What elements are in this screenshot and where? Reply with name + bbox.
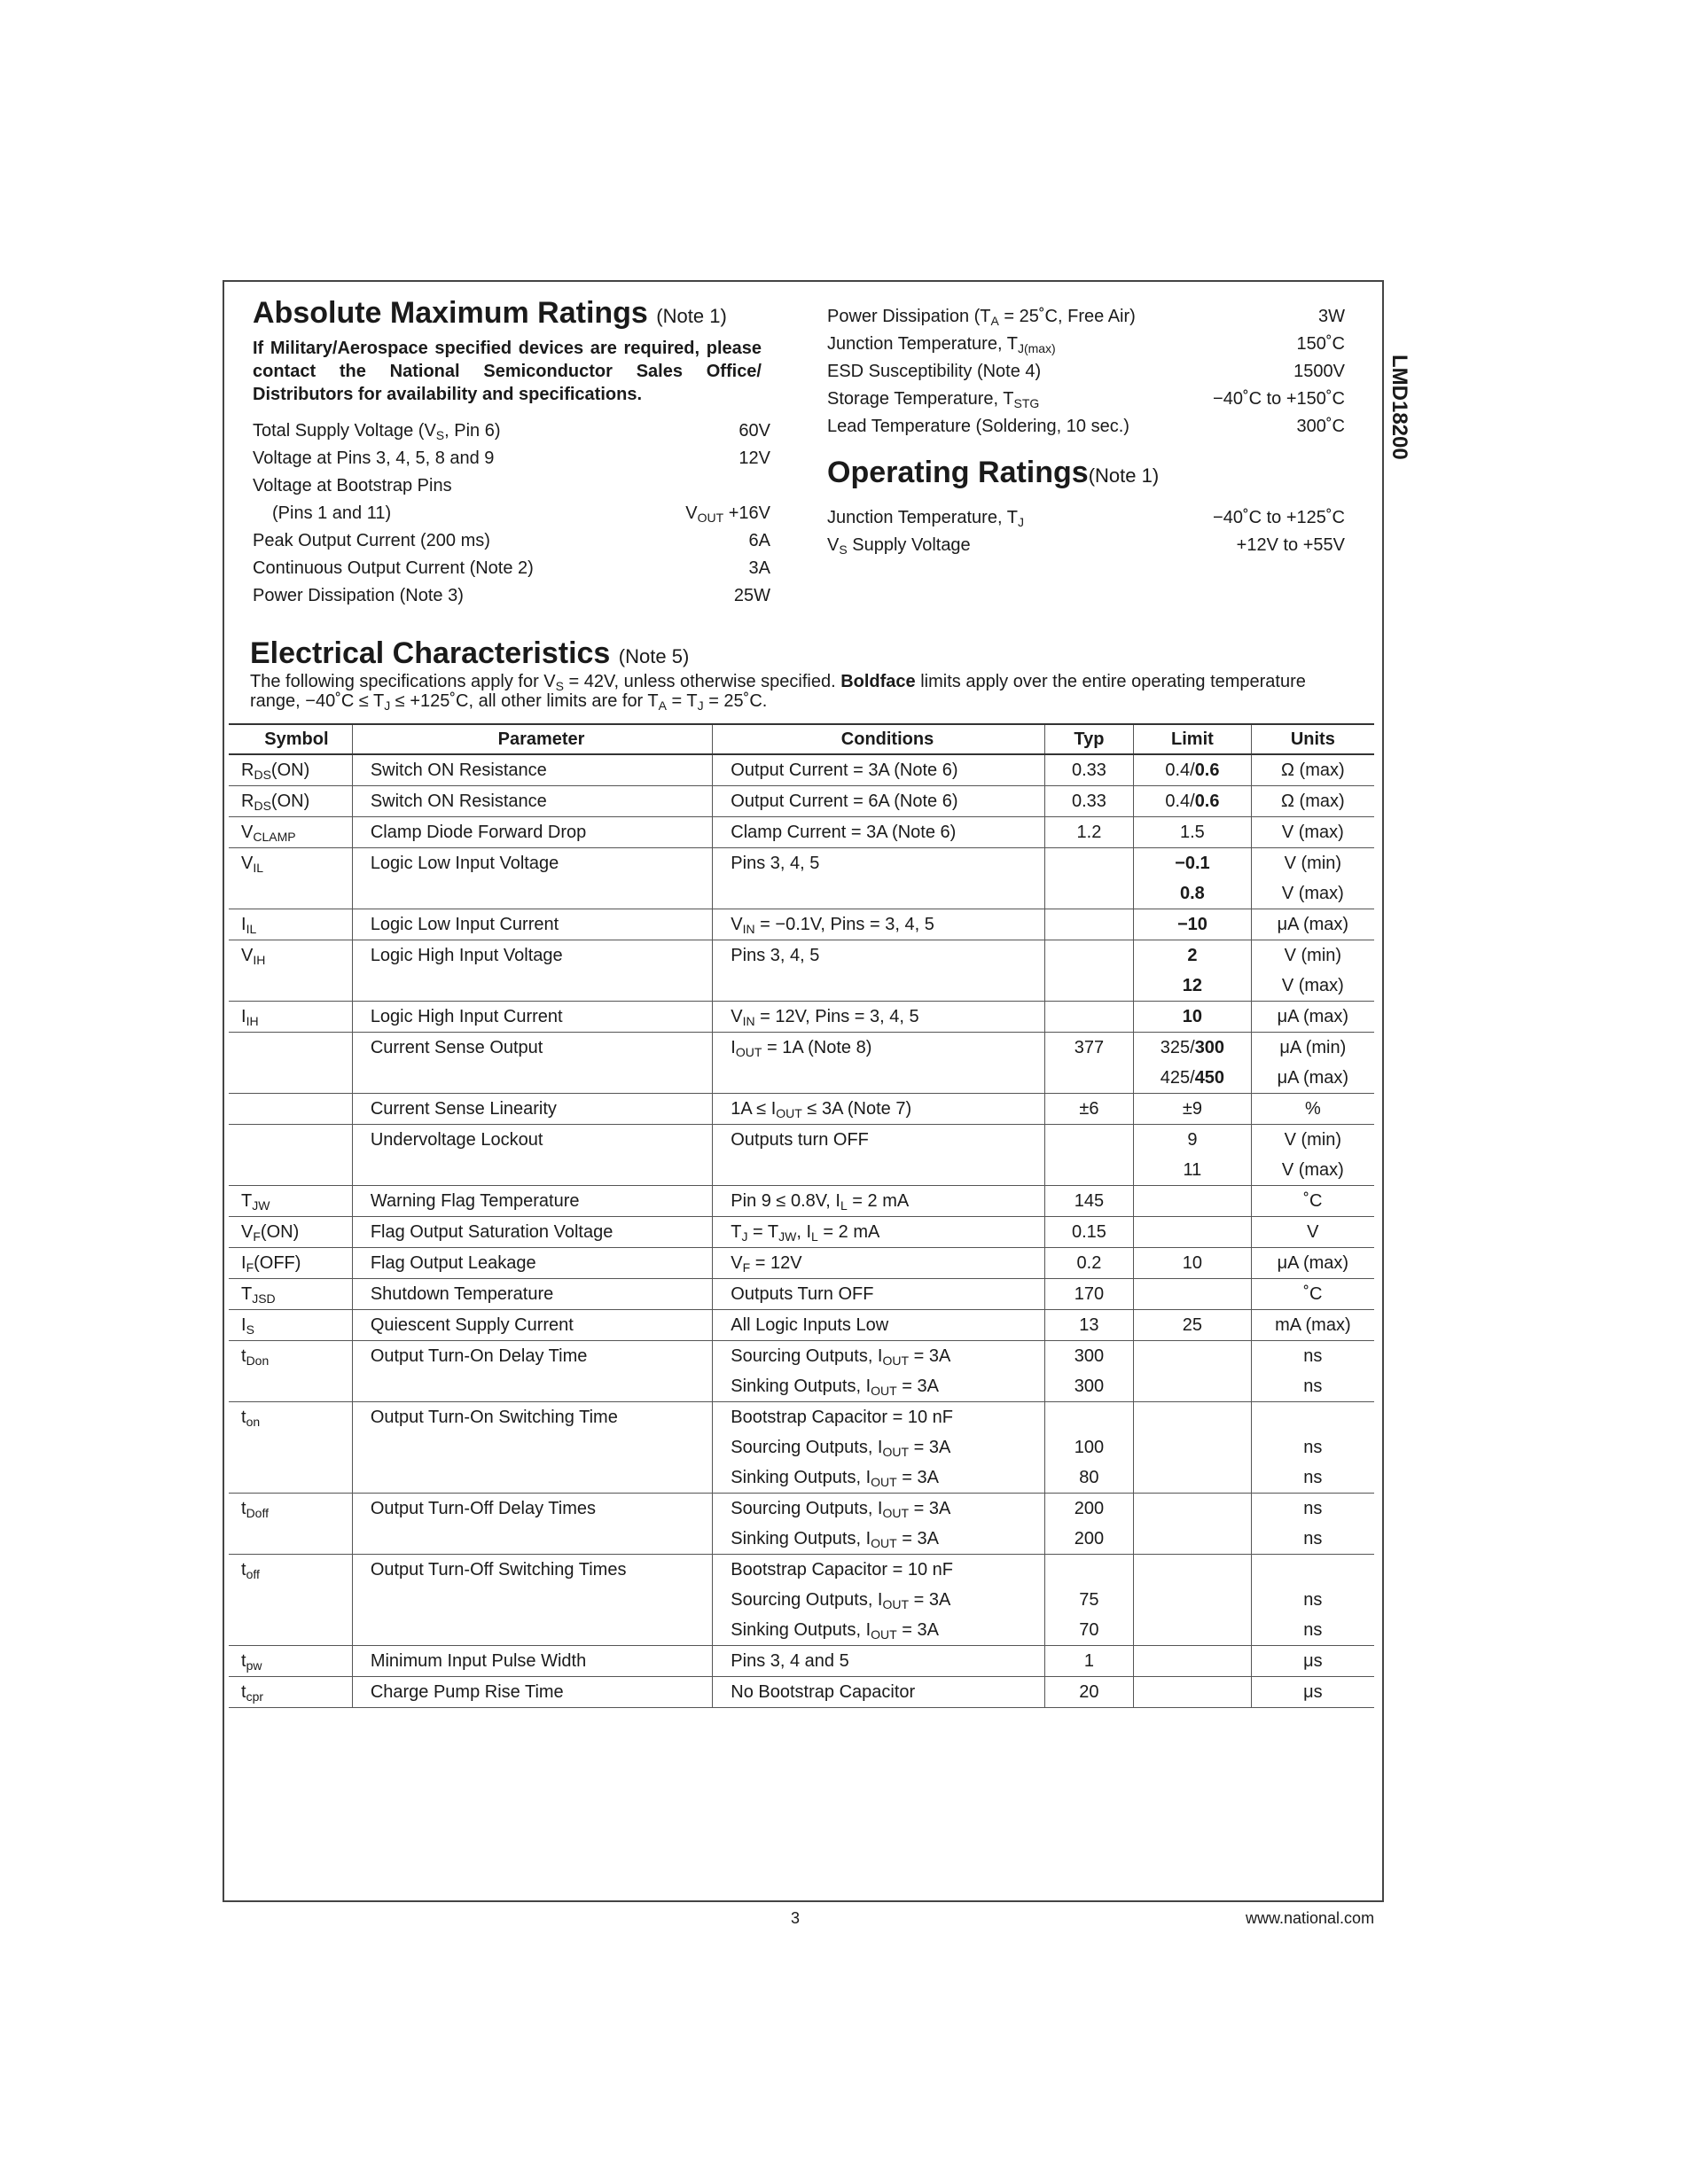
- boldface-word: Boldface: [840, 672, 916, 691]
- cell-typ: ±6: [1044, 1094, 1133, 1125]
- cell-typ: 0.33: [1044, 754, 1133, 786]
- abs-max-right-list: [827, 303, 1345, 441]
- elec-title: Electrical Characteristics: [250, 636, 611, 670]
- cell-symbol: $I_{IL}$: [229, 909, 352, 940]
- cell-limit: −0.1 0.8: [1134, 848, 1252, 909]
- cell-parameter: Output Turn-Off Switching Times: [352, 1555, 712, 1646]
- military-notice: If Military/Aerospace specified devices are required, please contact the National Semiconductor Sales Office/ Distributors for availability and specifications.: [253, 339, 762, 404]
- cell-symbol: $R_{DS}(ON)$: [229, 786, 352, 817]
- cell-limit: [1134, 1279, 1252, 1310]
- op-ratings-list: [827, 504, 1345, 559]
- cell-conditions: Outputs turn OFF: [713, 1125, 1044, 1186]
- cell-limit: ±9: [1134, 1094, 1252, 1125]
- cell-typ: [1044, 940, 1133, 1002]
- cell-conditions: Pin 9 ≤ 0.8V, $I_L = 2$ mA: [713, 1186, 1044, 1217]
- table-row: [229, 1677, 1374, 1708]
- elec-note: (Note 5): [618, 645, 690, 667]
- cell-parameter: Logic High Input Current: [352, 1002, 712, 1033]
- table-row: [229, 1646, 1374, 1677]
- rating-row: [827, 413, 1345, 441]
- cell-symbol: $V_{IH}$: [229, 940, 352, 1002]
- table-row: [229, 1341, 1374, 1402]
- cell-limit: [1134, 1677, 1252, 1708]
- cell-typ: 1: [1044, 1646, 1133, 1677]
- cell-parameter: Switch ON Resistance: [352, 754, 712, 786]
- cell-typ: 300 300: [1044, 1341, 1133, 1402]
- elec-intro: The following specifications apply for $V_S = 42V$, unless otherwise specified. Boldface limits apply over the entire operating temperature range, −40˚C ≤ $T_J$ ≤ +125˚C, all other limits are for $T_A = T_J$ = 25˚C.: [250, 672, 1306, 713]
- rating-row: [827, 303, 1345, 331]
- cell-parameter: Switch ON Resistance: [352, 786, 712, 817]
- rating-label: Power Dissipation (Note 3): [253, 586, 464, 605]
- op-ratings-note: (Note 1): [1088, 464, 1160, 487]
- rating-label: Voltage at Bootstrap Pins: [253, 476, 452, 495]
- cell-units: Ω (max): [1251, 786, 1374, 817]
- rating-row: [827, 386, 1345, 413]
- cell-symbol: [229, 1033, 352, 1094]
- table-row: [229, 1402, 1374, 1494]
- rating-label: Storage Temperature, $T_{STG}$: [827, 389, 1040, 410]
- cell-limit: 325/300 425/450: [1134, 1033, 1252, 1094]
- table-row: [229, 848, 1374, 909]
- cell-conditions: Output Current = 6A (Note 6): [713, 786, 1044, 817]
- cell-typ: 75 70: [1044, 1555, 1133, 1646]
- cell-units: ˚C: [1251, 1186, 1374, 1217]
- rating-value: 300˚C: [1296, 417, 1345, 436]
- table-row: [229, 1186, 1374, 1217]
- rating-label: Lead Temperature (Soldering, 10 sec.): [827, 417, 1129, 436]
- table-row: [229, 786, 1374, 817]
- abs-max-left-list: [253, 417, 770, 610]
- rating-label: Continuous Output Current (Note 2): [253, 558, 534, 578]
- table-row: [229, 1279, 1374, 1310]
- cell-conditions: Sourcing Outputs, $I_{OUT} = 3A$ Sinking Outputs, $I_{OUT} = 3A$: [713, 1341, 1044, 1402]
- rating-row: [253, 472, 770, 500]
- cell-limit: 10: [1134, 1248, 1252, 1279]
- cell-units: μA (max): [1251, 1248, 1374, 1279]
- table-row: [229, 1033, 1374, 1094]
- cell-conditions: $I_{OUT} = 1A$ (Note 8): [713, 1033, 1044, 1094]
- rating-row: [253, 417, 770, 445]
- table-row: [229, 1494, 1374, 1555]
- cell-conditions: Pins 3, 4, 5: [713, 940, 1044, 1002]
- cell-units: μs: [1251, 1646, 1374, 1677]
- cell-parameter: Current Sense Output: [352, 1033, 712, 1094]
- cell-symbol: $V_{IL}$: [229, 848, 352, 909]
- cell-parameter: Warning Flag Temperature: [352, 1186, 712, 1217]
- cell-typ: 20: [1044, 1677, 1133, 1708]
- table-row: [229, 1094, 1374, 1125]
- table-row: [229, 1555, 1374, 1646]
- cell-symbol: $T_{JW}$: [229, 1186, 352, 1217]
- cell-parameter: Logic Low Input Current: [352, 909, 712, 940]
- cell-parameter: Charge Pump Rise Time: [352, 1677, 712, 1708]
- cell-limit: [1134, 1402, 1252, 1494]
- cell-parameter: Quiescent Supply Current: [352, 1310, 712, 1341]
- op-ratings-title: Operating Ratings: [827, 456, 1089, 489]
- rating-value: 3A: [748, 558, 770, 578]
- cell-units: V (min) V (max): [1251, 940, 1374, 1002]
- cell-conditions: $1A \le I_{OUT} \le 3A$ (Note 7): [713, 1094, 1044, 1125]
- rating-row: [827, 532, 1345, 559]
- cell-parameter: Current Sense Linearity: [352, 1094, 712, 1125]
- cell-symbol: $R_{DS}(ON)$: [229, 754, 352, 786]
- cell-limit: 25: [1134, 1310, 1252, 1341]
- cell-conditions: Output Current = 3A (Note 6): [713, 754, 1044, 786]
- rating-row: [253, 527, 770, 555]
- cell-limit: [1134, 1186, 1252, 1217]
- cell-parameter: Logic Low Input Voltage: [352, 848, 712, 909]
- cell-conditions: $V_{IN} = -0.1V$, Pins = 3, 4, 5: [713, 909, 1044, 940]
- cell-parameter: Output Turn-Off Delay Times: [352, 1494, 712, 1555]
- cell-units: %: [1251, 1094, 1374, 1125]
- cell-typ: 1.2: [1044, 817, 1133, 848]
- table-row: [229, 1310, 1374, 1341]
- cell-units: ns ns: [1251, 1341, 1374, 1402]
- cell-limit: 10: [1134, 1002, 1252, 1033]
- cell-units: μA (max): [1251, 1002, 1374, 1033]
- electrical-characteristics-table: [229, 723, 1374, 1708]
- cell-units: μs: [1251, 1677, 1374, 1708]
- cell-units: μA (min) μA (max): [1251, 1033, 1374, 1094]
- cell-symbol: $t_{on}$: [229, 1402, 352, 1494]
- rating-row: [827, 331, 1345, 358]
- cell-units: V: [1251, 1217, 1374, 1248]
- cell-limit: 2 12: [1134, 940, 1252, 1002]
- cell-units: ns ns: [1251, 1555, 1374, 1646]
- cell-typ: 13: [1044, 1310, 1133, 1341]
- cell-conditions: Bootstrap Capacitor = 10 nF Sourcing Outputs, $I_{OUT} = 3A$ Sinking Outputs, $I_{OUT} = 3A$: [713, 1555, 1044, 1646]
- table-row: [229, 817, 1374, 848]
- cell-conditions: Pins 3, 4 and 5: [713, 1646, 1044, 1677]
- cell-typ: 0.2: [1044, 1248, 1133, 1279]
- cell-units: V (min) V (max): [1251, 848, 1374, 909]
- table-row: [229, 1217, 1374, 1248]
- rating-row: [253, 582, 770, 610]
- cell-parameter: Logic High Input Voltage: [352, 940, 712, 1002]
- cell-conditions: No Bootstrap Capacitor: [713, 1677, 1044, 1708]
- rating-label: ESD Susceptibility (Note 4): [827, 362, 1042, 381]
- cell-symbol: $I_S$: [229, 1310, 352, 1341]
- cell-limit: 9 11: [1134, 1125, 1252, 1186]
- cell-typ: 0.33: [1044, 786, 1133, 817]
- cell-symbol: $I_F(OFF)$: [229, 1248, 352, 1279]
- table-header-row: [229, 724, 1374, 754]
- rating-row: [253, 445, 770, 472]
- rating-value: −40˚C to +150˚C: [1213, 389, 1345, 409]
- table-row: [229, 754, 1374, 786]
- rating-label: $V_S$ Supply Voltage: [827, 535, 971, 557]
- cell-typ: [1044, 1002, 1133, 1033]
- table-row: [229, 1248, 1374, 1279]
- cell-limit: [1134, 1555, 1252, 1646]
- cell-typ: 0.15: [1044, 1217, 1133, 1248]
- rating-value: 6A: [748, 531, 770, 550]
- cell-units: ns ns: [1251, 1494, 1374, 1555]
- rating-value: 1500V: [1293, 362, 1345, 381]
- abs-max-title: Absolute Maximum Ratings: [253, 296, 648, 330]
- cell-symbol: $t_{off}$: [229, 1555, 352, 1646]
- cell-limit: 0.4/0.6: [1134, 754, 1252, 786]
- cell-conditions: Clamp Current = 3A (Note 6): [713, 817, 1044, 848]
- col-header-typ: Typ: [1044, 724, 1133, 754]
- op-ratings-heading: [827, 456, 1159, 490]
- cell-typ: 100 80: [1044, 1402, 1133, 1494]
- rating-value: 60V: [738, 421, 770, 441]
- cell-parameter: Shutdown Temperature: [352, 1279, 712, 1310]
- rating-row: [253, 555, 770, 582]
- cell-typ: [1044, 848, 1133, 909]
- rating-label: Voltage at Pins 3, 4, 5, 8 and 9: [253, 448, 495, 468]
- cell-typ: [1044, 1125, 1133, 1186]
- elec-heading: [250, 636, 689, 671]
- rating-row: [827, 504, 1345, 532]
- rating-row: [253, 500, 770, 527]
- page-number: 3: [791, 1909, 801, 1927]
- table-row: [229, 909, 1374, 940]
- rating-value: 150˚C: [1296, 334, 1345, 354]
- rating-label: Peak Output Current (200 ms): [253, 531, 490, 550]
- cell-limit: [1134, 1217, 1252, 1248]
- cell-limit: [1134, 1494, 1252, 1555]
- cell-symbol: $V_F(ON)$: [229, 1217, 352, 1248]
- cell-typ: 200 200: [1044, 1494, 1133, 1555]
- col-header-limit: Limit: [1134, 724, 1252, 754]
- cell-limit: [1134, 1646, 1252, 1677]
- cell-conditions: Outputs Turn OFF: [713, 1279, 1044, 1310]
- rating-value: +12V to +55V: [1236, 535, 1345, 555]
- col-header-conditions: Conditions: [713, 724, 1044, 754]
- rating-label: Power Dissipation ($T_A$ = 25˚C, Free Air): [827, 307, 1136, 328]
- cell-units: ns ns: [1251, 1402, 1374, 1494]
- cell-typ: [1044, 909, 1133, 940]
- rating-value: $V_{OUT} +16V$: [685, 503, 770, 525]
- cell-parameter: Flag Output Leakage: [352, 1248, 712, 1279]
- rating-label: Junction Temperature, $T_{J(max)}$: [827, 334, 1056, 355]
- col-header-symbol: Symbol: [229, 724, 352, 754]
- cell-conditions: All Logic Inputs Low: [713, 1310, 1044, 1341]
- cell-typ: 377: [1044, 1033, 1133, 1094]
- website-link[interactable]: www.national.com: [1246, 1909, 1375, 1927]
- cell-parameter: Flag Output Saturation Voltage: [352, 1217, 712, 1248]
- cell-limit: 1.5: [1134, 817, 1252, 848]
- cell-units: V (max): [1251, 817, 1374, 848]
- cell-conditions: Sourcing Outputs, $I_{OUT} = 3A$ Sinking Outputs, $I_{OUT} = 3A$: [713, 1494, 1044, 1555]
- cell-parameter: Undervoltage Lockout: [352, 1125, 712, 1186]
- cell-symbol: $t_{cpr}$: [229, 1677, 352, 1708]
- cell-symbol: $t_{Don}$: [229, 1341, 352, 1402]
- cell-conditions: $V_{IN} = 12V$, Pins = 3, 4, 5: [713, 1002, 1044, 1033]
- cell-conditions: $V_F = 12V$: [713, 1248, 1044, 1279]
- rating-value: 25W: [733, 586, 770, 605]
- cell-typ: 170: [1044, 1279, 1133, 1310]
- abs-max-note: (Note 1): [656, 305, 727, 327]
- cell-parameter: Output Turn-On Switching Time: [352, 1402, 712, 1494]
- cell-symbol: $V_{CLAMP}$: [229, 817, 352, 848]
- cell-units: ˚C: [1251, 1279, 1374, 1310]
- rating-label: Total Supply Voltage ($V_S$, Pin 6): [253, 421, 501, 442]
- cell-conditions: $T_J = T_{JW}$, $I_L = 2$ mA: [713, 1217, 1044, 1248]
- rating-value: −40˚C to +125˚C: [1213, 508, 1345, 527]
- rating-value: 12V: [738, 448, 770, 468]
- cell-limit: −10: [1134, 909, 1252, 940]
- cell-units: mA (max): [1251, 1310, 1374, 1341]
- table-row: [229, 1002, 1374, 1033]
- cell-symbol: $I_{IH}$: [229, 1002, 352, 1033]
- part-number-tab: LMD18200: [1387, 355, 1411, 460]
- cell-parameter: Minimum Input Pulse Width: [352, 1646, 712, 1677]
- cell-symbol: $t_{pw}$: [229, 1646, 352, 1677]
- cell-parameter: Clamp Diode Forward Drop: [352, 817, 712, 848]
- cell-limit: 0.4/0.6: [1134, 786, 1252, 817]
- rating-label: Junction Temperature, $T_J$: [827, 508, 1024, 529]
- cell-limit: [1134, 1341, 1252, 1402]
- cell-units: Ω (max): [1251, 754, 1374, 786]
- abs-max-heading: [253, 296, 727, 331]
- cell-conditions: Pins 3, 4, 5: [713, 848, 1044, 909]
- col-header-parameter: Parameter: [352, 724, 712, 754]
- cell-symbol: [229, 1125, 352, 1186]
- rating-label: (Pins 1 and 11): [272, 503, 392, 523]
- table-row: [229, 940, 1374, 1002]
- cell-parameter: Output Turn-On Delay Time: [352, 1341, 712, 1402]
- rating-row: [827, 358, 1345, 386]
- cell-symbol: $T_{JSD}$: [229, 1279, 352, 1310]
- cell-typ: 145: [1044, 1186, 1133, 1217]
- rating-value: 3W: [1318, 307, 1345, 326]
- table-row: [229, 1125, 1374, 1186]
- cell-conditions: Bootstrap Capacitor = 10 nF Sourcing Outputs, $I_{OUT} = 3A$ Sinking Outputs, $I_{OUT} = 3A$: [713, 1402, 1044, 1494]
- cell-units: μA (max): [1251, 909, 1374, 940]
- cell-units: V (min) V (max): [1251, 1125, 1374, 1186]
- cell-symbol: $t_{Doff}$: [229, 1494, 352, 1555]
- cell-symbol: [229, 1094, 352, 1125]
- col-header-units: Units: [1251, 724, 1374, 754]
